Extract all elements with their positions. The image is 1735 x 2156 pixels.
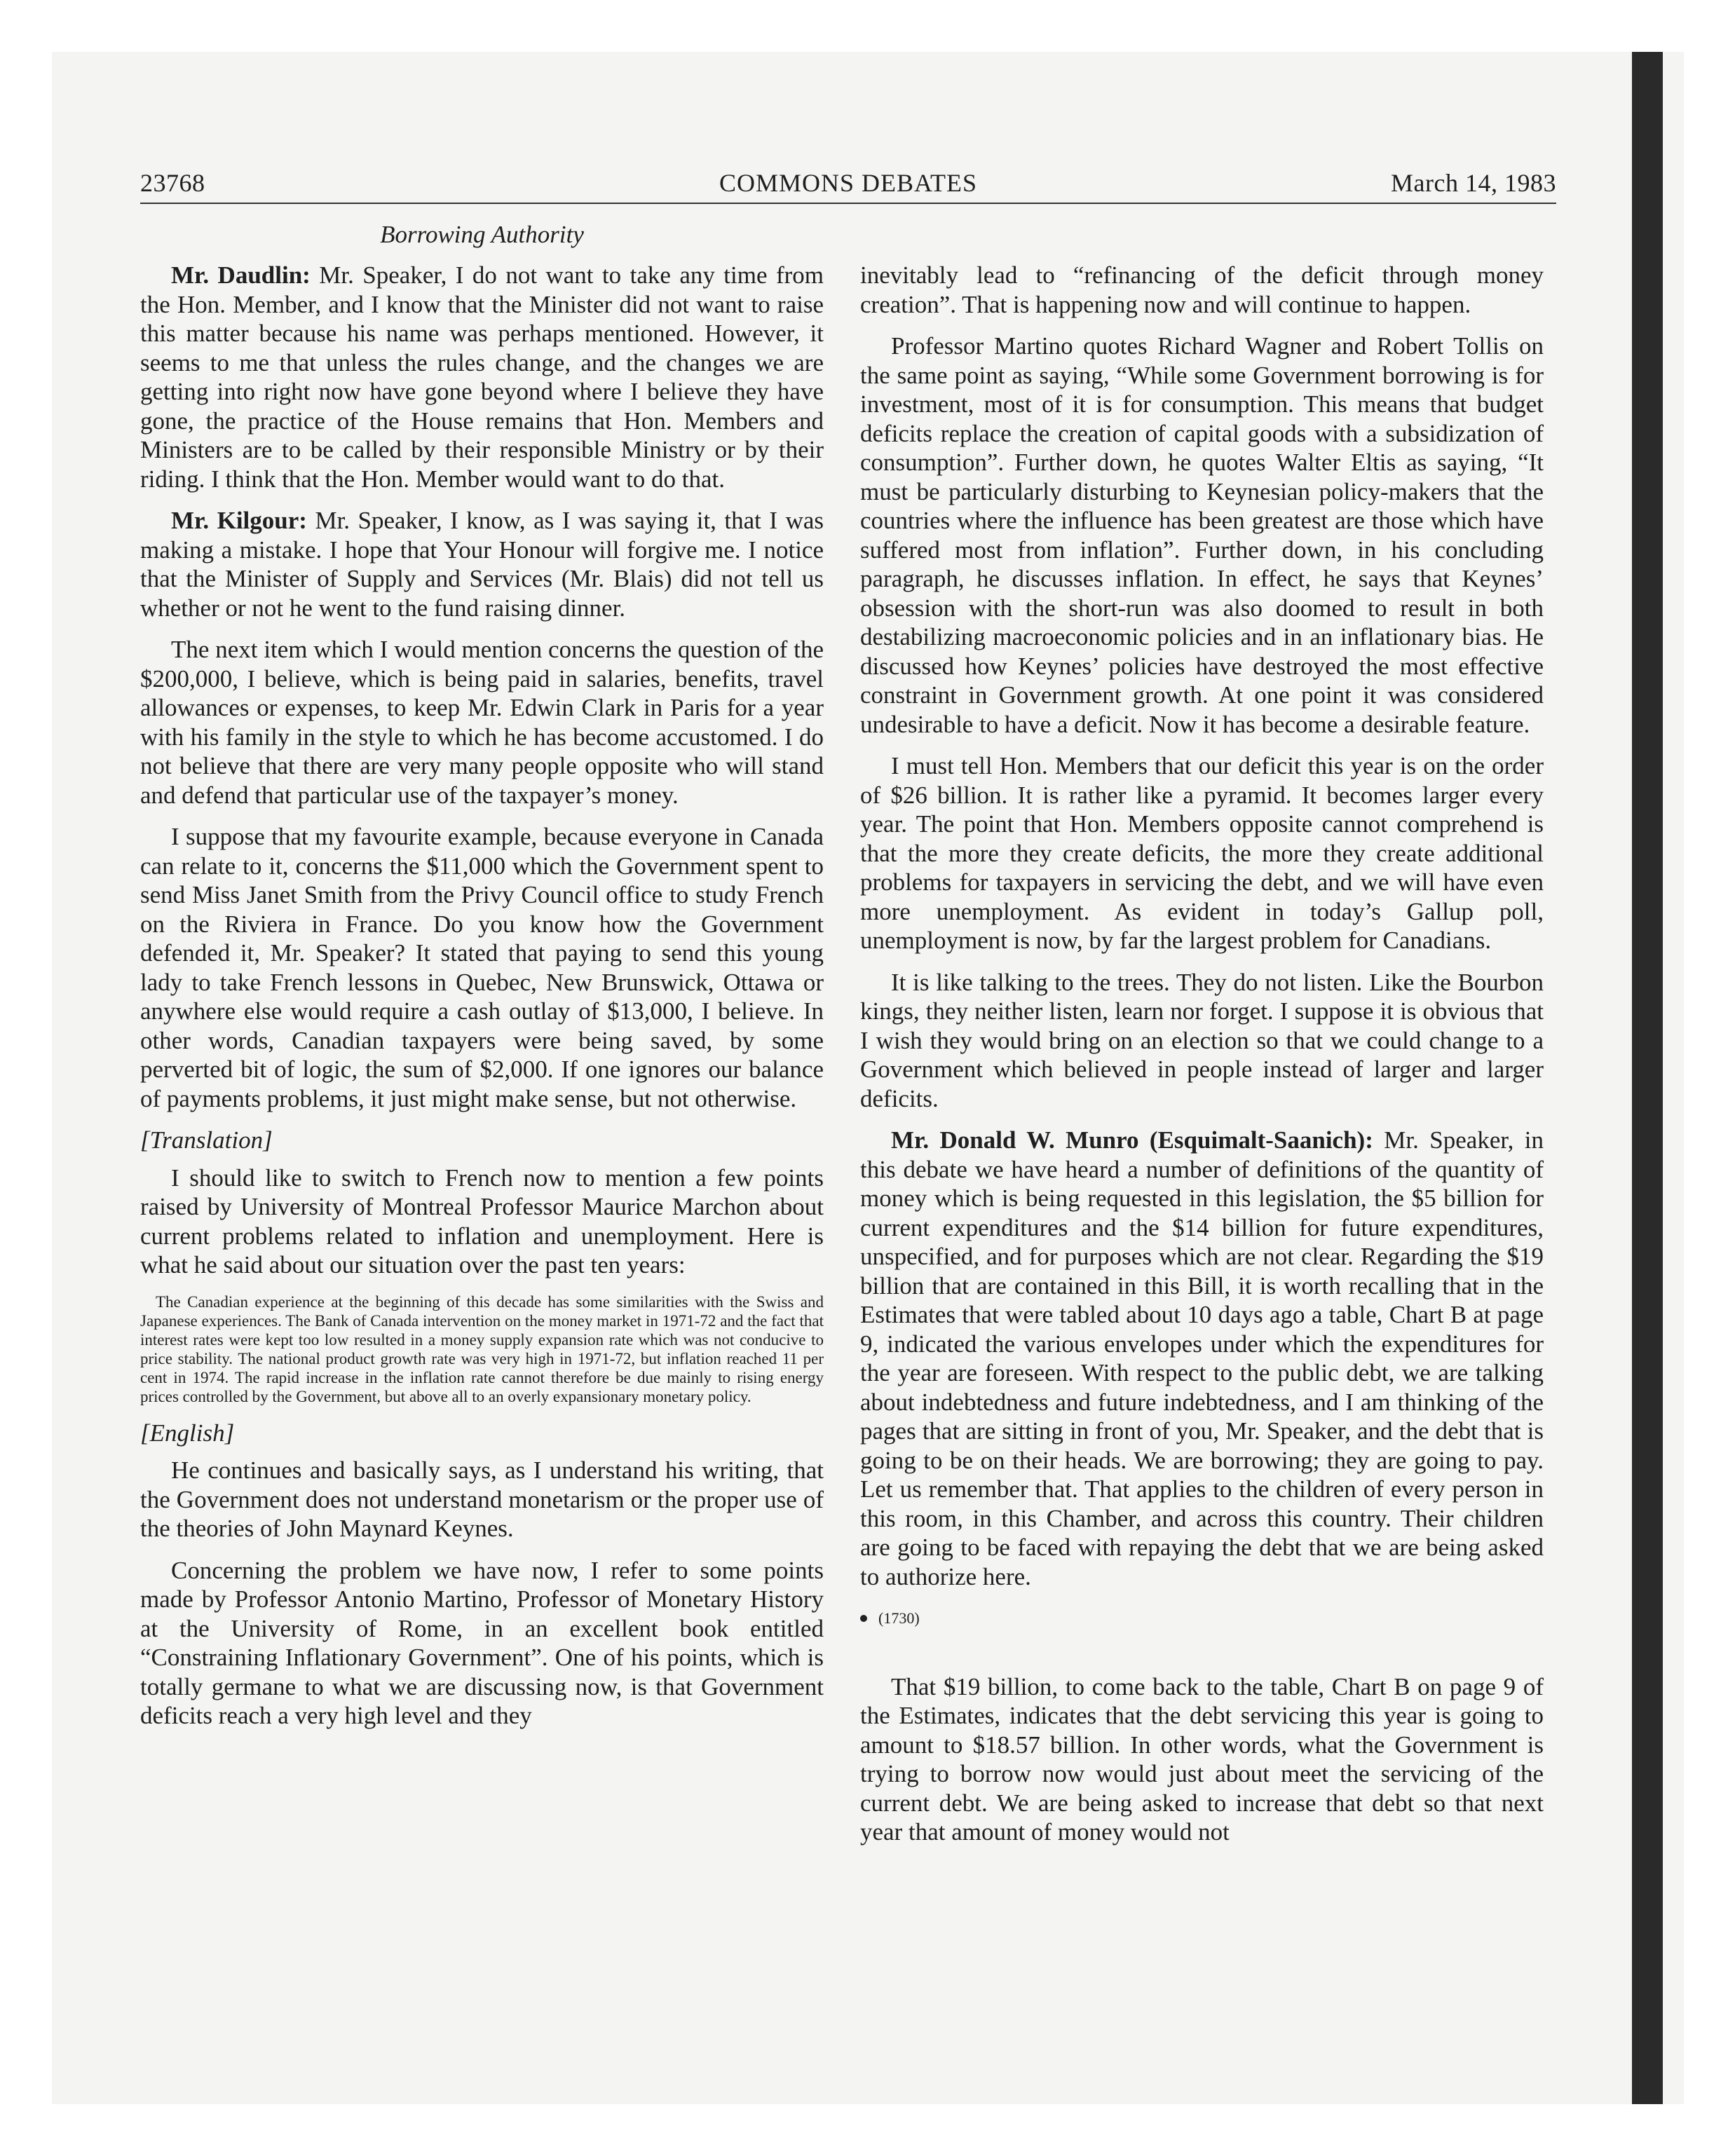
section-title: Borrowing Authority: [380, 221, 584, 248]
paragraph: He continues and basically says, as I understand his writing, that the Government does not understand monetarism or the proper use of the theories of John Maynard Keynes.: [140, 1456, 824, 1542]
left-column: [140, 261, 824, 1743]
speech-text: Mr. Speaker, in this debate we have heard a number of definitions of the quantity of money which is being requested in this legislation, the $5 billion for current expenditures and the $14 billion for future expenditures, unspecified, and for purposes which are not clear. Regarding the $19 billion that are contained in this Bill, it is worth recalling that in the Estimates that were tabled about 10 days ago a table, Chart B at page 9, indicated the various envelopes under which the expenditures for the year are foreseen. With respect to the public debt, we are talking about indebtedness and future indebtedness, and I am thinking of the pages that are sitting in front of you, Mr. Speaker, and the debt that is going to be on their heads. We are borrowing; they are going to pay. Let us remember that. That applies to the children of every person in this room, in this Chamber, and across this country. Their children are going to be faced with repaying the debt that we are being asked to authorize here.: [860, 1126, 1544, 1590]
paragraph: I suppose that my favourite example, because everyone in Canada can relate to it, concerns the $11,000 which the Government spent to send Miss Janet Smith from the Privy Council office to study French on the Riviera in France. Do you know how the Government defended it, Mr. Speaker? It stated that paying to send this young lady to take French lessons in Quebec, New Brunswick, Ottawa or anywhere else would require a cash outlay of $13,000, I believe. In other words, Canadian taxpayers were being saved, by some perverted bit of logic, the sum of $2,000. If one ignores our balance of payments problems, it just might make sense, but not otherwise.: [140, 823, 824, 1112]
paragraph: Professor Martino quotes Richard Wagner and Robert Tollis on the same point as saying, “While some Government borrowing is for investment, most of it is for consumption. This means that budget deficits replace the creation of capital goods with a subsidization of consumption”. Further down, he quotes Walter Eltis as saying, “It must be particularly disturbing to Keynesian policy-makers that the countries where the influence has been greatest are those which have suffered most from inflation”. Further down, in his concluding paragraph, he discusses inflation. In effect, he says that Keynes’ obsession with the short-run was also doomed to result in both destabilizing macroeconomic policies and in an inflationary bias. He discussed how Keynes’ policies have destroyed the most effective constraint in Government growth. At one point it was considered undesirable to have a deficit. Now it has become a desirable feature.: [860, 332, 1544, 738]
bullet-icon: [860, 1615, 867, 1622]
page-header: [140, 168, 1556, 210]
page-number: 23768: [140, 169, 205, 197]
paragraph: That $19 billion, to come back to the table, Chart B on page 9 of the Estimates, indicates that the debt servicing this year is going to amount to $18.57 billion. In other words, what the Government is trying to borrow now would just about meet the servicing of the current debt. We are being asked to increase that debt so that next year that amount of money would not: [860, 1672, 1544, 1845]
timestamp-marker: [860, 1604, 1544, 1633]
paragraph: I must tell Hon. Members that our deficit this year is on the order of $26 billion. It is rather like a pyramid. It becomes larger every year. The point that Hon. Members opposite cannot comprehend is that the more they create deficits, the more they create additional problems for taxpayers in servicing the debt, and we will have even more unemployment. As evident in today’s Gallup poll, unemployment is now, by far the largest problem for Canadians.: [860, 752, 1544, 954]
paragraph-munro: [860, 1126, 1544, 1591]
paragraph: I should like to switch to French now to mention a few points raised by University of Montreal Professor Maurice Marchon about current problems related to inflation and unemployment. Here is what he said about our situation over the past ten years:: [140, 1164, 824, 1278]
paragraph: Concerning the problem we have now, I refer to some points made by Professor Antonio Martino, Professor of Monetary History at the University of Rome, in an excellent book entitled “Constraining Inflationary Government”. One of his points, which is totally germane to what we are discussing now, is that Government deficits reach a very high level and they: [140, 1556, 824, 1729]
issue-date: March 14, 1983: [1391, 169, 1556, 197]
journal-title: COMMONS DEBATES: [719, 169, 978, 197]
scan-binding-edge: [1632, 52, 1663, 2104]
translation-label: [Translation]: [140, 1126, 273, 1154]
paragraph: The next item which I would mention concerns the question of the $200,000, I believe, which is being paid in salaries, benefits, travel allowances or expenses, to keep Mr. Edwin Clark in Paris for a year with his family in the style to which he has become accustomed. I do not believe that there are very many people opposite who will stand and defend that particular use of the taxpayer’s money.: [140, 636, 824, 809]
timestamp-text: (1730): [878, 1609, 920, 1627]
right-column: [860, 261, 1544, 1860]
block-quote: The Canadian experience at the beginning of this decade has some similarities with the Swiss and Japanese experiences. The Bank of Canada intervention on the money market in 1971-72 and the fact that interest rates were kept too low resulted in a money supply expansion rate which was not conducive to price stability. The national product growth rate was very high in 1971-72, but inflation reached 11 per cent in 1974. The rapid increase in the inflation rate cannot therefore be due mainly to rising energy prices controlled by the Government, but above all to an overly expansionary monetary policy.: [140, 1292, 824, 1405]
speaker-name: Mr. Daudlin:: [171, 261, 311, 289]
speaker-name: Mr. Donald W. Munro (Esquimalt-Saanich):: [891, 1126, 1373, 1154]
paragraph-daudlin: [140, 261, 824, 493]
paragraph-continued: inevitably lead to “refinancing of the deficit through money creation”. That is happening now and will continue to happen.: [860, 261, 1544, 318]
english-label: [English]: [140, 1419, 235, 1447]
speech-text: Mr. Speaker, I do not want to take any time from the Hon. Member, and I know that the Minister did not want to raise this matter because his name was perhaps mentioned. However, it seems to me that unless the rules change, and the changes we are getting into right now have gone beyond where I believe they have gone, the practice of the House remains that Hon. Members and Ministers are to be called by their responsible Ministry or by their riding. I think that the Hon. Member would want to do that.: [140, 261, 824, 493]
paragraph-kilgour: [140, 506, 824, 622]
header-rule: [140, 203, 1556, 204]
speech-text: Mr. Speaker, I know, as I was saying it, that I was making a mistake. I hope that Your Honour will forgive me. I notice that the Minister of Supply and Services (Mr. Blais) did not tell us whether or not he went to the fund raising dinner.: [140, 507, 824, 622]
paragraph: It is like talking to the trees. They do not listen. Like the Bourbon kings, they neither listen, learn nor forget. I suppose it is obvious that I wish they would bring on an election so that we could change to a Government which believed in people instead of larger and larger deficits.: [860, 968, 1544, 1112]
speaker-name: Mr. Kilgour:: [171, 507, 307, 534]
